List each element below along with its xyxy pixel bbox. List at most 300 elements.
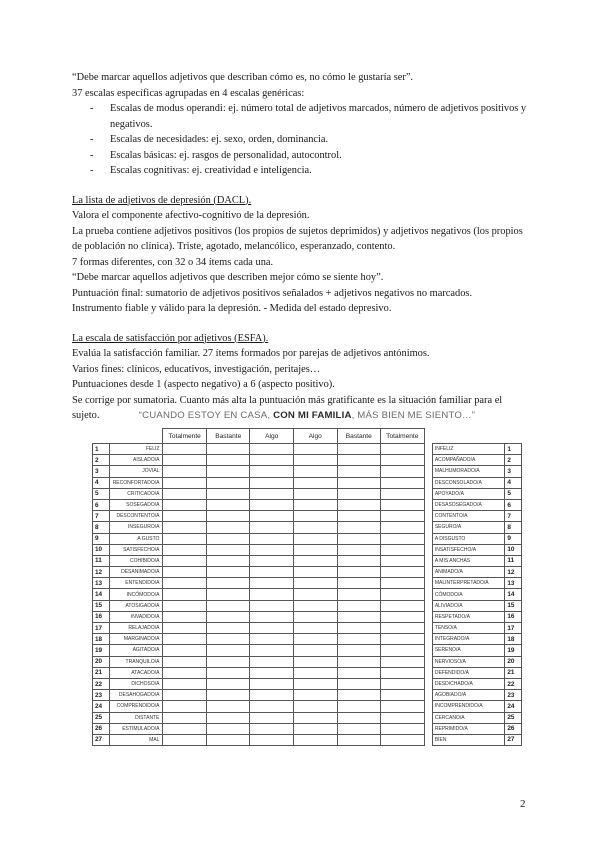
left-adjective: SOSEGADO/A bbox=[109, 499, 163, 510]
rating-cell[interactable] bbox=[337, 567, 381, 578]
rating-cell[interactable] bbox=[163, 678, 207, 689]
rating-cell[interactable] bbox=[250, 555, 294, 566]
table-row bbox=[93, 589, 522, 600]
right-adjective: INTEGRADO/A bbox=[432, 634, 505, 645]
rating-cell[interactable] bbox=[294, 466, 338, 477]
rating-cell[interactable] bbox=[206, 611, 250, 622]
left-adjective: INSEGURO/A bbox=[109, 522, 163, 533]
rating-cell[interactable] bbox=[163, 567, 207, 578]
table-row bbox=[93, 701, 522, 712]
table-row bbox=[93, 555, 522, 566]
rating-cell[interactable] bbox=[337, 488, 381, 499]
item-number: 16 bbox=[505, 611, 522, 622]
rating-cell[interactable] bbox=[250, 522, 294, 533]
rating-cell[interactable] bbox=[206, 555, 250, 566]
right-adjective: SEGURO/A bbox=[432, 522, 505, 533]
right-adjective: DESDICHADO/A bbox=[432, 678, 505, 689]
right-adjective: DESASOSEGADO/A bbox=[432, 499, 505, 510]
rating-cell[interactable] bbox=[206, 734, 250, 745]
right-adjective: DEFENDIDO/A bbox=[432, 667, 505, 678]
item-number: 23 bbox=[93, 690, 110, 701]
right-adjective: CERCANO/A bbox=[432, 712, 505, 723]
esfa-figure bbox=[92, 408, 522, 746]
rating-cell[interactable] bbox=[294, 555, 338, 566]
rating-cell[interactable] bbox=[250, 645, 294, 656]
rating-cell[interactable] bbox=[294, 444, 338, 455]
column-header: Algo bbox=[250, 429, 294, 444]
dacl-line: “Debe marcar aquellos adjetivos que describen mejor cómo se siente hoy”. bbox=[72, 272, 384, 283]
rating-cell[interactable] bbox=[337, 511, 381, 522]
right-adjective: ALIVIADO/A bbox=[432, 600, 505, 611]
rating-cell[interactable] bbox=[163, 511, 207, 522]
table-row bbox=[93, 477, 522, 488]
item-number: 3 bbox=[93, 466, 110, 477]
right-adjective: TENSO/A bbox=[432, 623, 505, 634]
rating-cell[interactable] bbox=[381, 444, 425, 455]
table-row bbox=[93, 511, 522, 522]
rating-cell[interactable] bbox=[250, 690, 294, 701]
right-adjective: RESPETADO/A bbox=[432, 611, 505, 622]
table-row bbox=[93, 455, 522, 466]
rating-cell[interactable] bbox=[294, 634, 338, 645]
rating-cell[interactable] bbox=[206, 477, 250, 488]
rating-cell[interactable] bbox=[381, 567, 425, 578]
rating-cell[interactable] bbox=[337, 533, 381, 544]
scale-item: - Escalas básicas: ej. rasgos de personalidad, autocontrol. bbox=[72, 148, 532, 164]
item-number: 14 bbox=[505, 589, 522, 600]
rating-cell[interactable] bbox=[337, 734, 381, 745]
right-adjective: MALHUMORADO/A bbox=[432, 466, 505, 477]
rating-cell[interactable] bbox=[206, 466, 250, 477]
rating-cell[interactable] bbox=[381, 611, 425, 622]
table-row bbox=[93, 567, 522, 578]
rating-cell[interactable] bbox=[250, 578, 294, 589]
rating-cell[interactable] bbox=[381, 455, 425, 466]
rating-cell[interactable] bbox=[381, 533, 425, 544]
page-number: 2 bbox=[520, 798, 526, 810]
left-adjective: INVADIDO/A bbox=[109, 611, 163, 622]
rating-cell[interactable] bbox=[294, 645, 338, 656]
item-number: 1 bbox=[93, 444, 110, 455]
rating-cell[interactable] bbox=[294, 567, 338, 578]
right-adjective: ANIMADO/A bbox=[432, 567, 505, 578]
scale-item: - Escalas de necesidades: ej. sexo, orden, dominancia. bbox=[72, 132, 532, 148]
item-number: 5 bbox=[93, 488, 110, 499]
item-number: 2 bbox=[93, 455, 110, 466]
rating-cell[interactable] bbox=[381, 712, 425, 723]
rating-cell[interactable] bbox=[294, 611, 338, 622]
item-number: 27 bbox=[505, 734, 522, 745]
item-number: 4 bbox=[505, 477, 522, 488]
rating-cell[interactable] bbox=[250, 444, 294, 455]
rating-cell[interactable] bbox=[206, 667, 250, 678]
rating-cell[interactable] bbox=[206, 444, 250, 455]
rating-cell[interactable] bbox=[163, 645, 207, 656]
table-row bbox=[93, 623, 522, 634]
rating-cell[interactable] bbox=[250, 734, 294, 745]
rating-cell[interactable] bbox=[250, 544, 294, 555]
rating-cell[interactable] bbox=[337, 667, 381, 678]
table-row bbox=[93, 544, 522, 555]
rating-cell[interactable] bbox=[163, 690, 207, 701]
item-number: 22 bbox=[505, 678, 522, 689]
rating-cell[interactable] bbox=[381, 623, 425, 634]
rating-cell[interactable] bbox=[206, 600, 250, 611]
rating-cell[interactable] bbox=[381, 701, 425, 712]
rating-cell[interactable] bbox=[250, 477, 294, 488]
rating-cell[interactable] bbox=[250, 600, 294, 611]
rating-cell[interactable] bbox=[163, 466, 207, 477]
rating-cell[interactable] bbox=[381, 667, 425, 678]
item-number: 5 bbox=[505, 488, 522, 499]
rating-cell[interactable] bbox=[206, 678, 250, 689]
scale-item: - Escalas de modus operandi: ej. número total de adjetivos marcados, número de adjetivos positivos y negativos. bbox=[72, 101, 532, 132]
rating-cell[interactable] bbox=[381, 466, 425, 477]
rating-cell[interactable] bbox=[294, 455, 338, 466]
left-adjective: DESANIMADO/A bbox=[109, 567, 163, 578]
rating-cell[interactable] bbox=[337, 678, 381, 689]
rating-cell[interactable] bbox=[163, 611, 207, 622]
right-adjective: MALINTERPRETADO/A bbox=[432, 578, 505, 589]
dacl-line: Puntuación final: sumatorio de adjetivos positivos señalados + adjetivos negativos no marcados. bbox=[72, 287, 473, 299]
rating-cell[interactable] bbox=[294, 690, 338, 701]
right-adjective: A MIS ANCHAS bbox=[432, 555, 505, 566]
rating-cell[interactable] bbox=[206, 589, 250, 600]
rating-cell[interactable] bbox=[250, 712, 294, 723]
rating-cell[interactable] bbox=[381, 555, 425, 566]
rating-cell[interactable] bbox=[381, 645, 425, 656]
rating-cell[interactable] bbox=[337, 623, 381, 634]
rating-cell[interactable] bbox=[206, 578, 250, 589]
right-adjective: DESCONSOLADO/A bbox=[432, 477, 505, 488]
item-number: 16 bbox=[93, 611, 110, 622]
rating-cell[interactable] bbox=[294, 734, 338, 745]
rating-cell[interactable] bbox=[294, 678, 338, 689]
rating-cell[interactable] bbox=[163, 701, 207, 712]
item-number: 3 bbox=[505, 466, 522, 477]
esfa-line: Se corrige por sumatoria. Cuanto más alta la puntuación más gratificante es la situación familiar para el sujeto. bbox=[72, 394, 503, 421]
item-number: 15 bbox=[505, 600, 522, 611]
right-adjective: NERVIOSO/A bbox=[432, 656, 505, 667]
item-number: 21 bbox=[505, 667, 522, 678]
rating-cell[interactable] bbox=[294, 712, 338, 723]
rating-cell[interactable] bbox=[250, 589, 294, 600]
rating-cell[interactable] bbox=[163, 634, 207, 645]
rating-cell[interactable] bbox=[206, 723, 250, 734]
rating-cell[interactable] bbox=[337, 611, 381, 622]
esfa-line: Evalúa la satisfacción familiar. 27 ítems formados por parejas de adjetivos antónimos. bbox=[72, 348, 430, 359]
rating-cell[interactable] bbox=[163, 723, 207, 734]
rating-cell[interactable] bbox=[250, 623, 294, 634]
table-row bbox=[93, 522, 522, 533]
item-number: 10 bbox=[505, 544, 522, 555]
rating-cell[interactable] bbox=[337, 555, 381, 566]
left-adjective: SATISFECHO/A bbox=[109, 544, 163, 555]
rating-cell[interactable] bbox=[250, 533, 294, 544]
rating-cell[interactable] bbox=[381, 477, 425, 488]
rating-cell[interactable] bbox=[337, 701, 381, 712]
rating-cell[interactable] bbox=[163, 477, 207, 488]
rating-cell[interactable] bbox=[163, 734, 207, 745]
item-number: 21 bbox=[93, 667, 110, 678]
left-adjective: FELIZ bbox=[109, 444, 163, 455]
rating-cell[interactable] bbox=[381, 656, 425, 667]
dacl-line: Valora el componente afectivo-cognitivo de la depresión. bbox=[72, 210, 310, 221]
item-number: 19 bbox=[93, 645, 110, 656]
rating-cell[interactable] bbox=[381, 522, 425, 533]
right-adjective: AGOBIADO/A bbox=[432, 690, 505, 701]
left-adjective: DESAHOGADO/A bbox=[109, 690, 163, 701]
rating-cell[interactable] bbox=[206, 544, 250, 555]
rating-cell[interactable] bbox=[206, 511, 250, 522]
rating-cell[interactable] bbox=[250, 488, 294, 499]
rating-cell[interactable] bbox=[250, 723, 294, 734]
figure-title-start: “CUANDO ESTOY EN CASA, bbox=[138, 410, 274, 421]
intro-summary: 37 escalas específicas agrupadas en 4 escalas genéricas: bbox=[72, 87, 305, 99]
table-row bbox=[93, 488, 522, 499]
rating-cell[interactable] bbox=[250, 567, 294, 578]
rating-cell[interactable] bbox=[206, 645, 250, 656]
table-row bbox=[93, 723, 522, 734]
esfa-line: Varios fines: clínicos, educativos, investigación, peritajes… bbox=[72, 363, 321, 375]
rating-cell[interactable] bbox=[381, 678, 425, 689]
rating-cell[interactable] bbox=[294, 667, 338, 678]
item-number: 26 bbox=[505, 723, 522, 734]
rating-cell[interactable] bbox=[337, 455, 381, 466]
rating-cell[interactable] bbox=[337, 499, 381, 510]
rating-cell[interactable] bbox=[381, 723, 425, 734]
rating-cell[interactable] bbox=[294, 623, 338, 634]
dacl-line: Instrumento fiable y válido para la depresión. - Medida del estado depresivo. bbox=[72, 303, 392, 314]
rating-cell[interactable] bbox=[337, 645, 381, 656]
rating-cell[interactable] bbox=[163, 444, 207, 455]
esfa-line: Puntuaciones desde 1 (aspecto negativo) a 6 (aspecto positivo). bbox=[72, 379, 335, 390]
rating-cell[interactable] bbox=[337, 656, 381, 667]
item-number: 22 bbox=[93, 678, 110, 689]
right-adjective: BIEN bbox=[432, 734, 505, 745]
rating-cell[interactable] bbox=[294, 477, 338, 488]
column-header: Bastante bbox=[337, 429, 381, 444]
rating-cell[interactable] bbox=[381, 589, 425, 600]
rating-cell[interactable] bbox=[294, 533, 338, 544]
rating-cell[interactable] bbox=[294, 544, 338, 555]
item-number: 25 bbox=[93, 712, 110, 723]
table-row bbox=[93, 499, 522, 510]
scales-list bbox=[72, 101, 532, 179]
rating-cell[interactable] bbox=[337, 690, 381, 701]
left-adjective: CRITICADO/A bbox=[109, 488, 163, 499]
rating-cell[interactable] bbox=[163, 712, 207, 723]
left-adjective: AISLADO/A bbox=[109, 455, 163, 466]
rating-cell[interactable] bbox=[206, 455, 250, 466]
left-adjective: COHIBIDO/A bbox=[109, 555, 163, 566]
left-adjective: DESCONTENTO/A bbox=[109, 511, 163, 522]
rating-cell[interactable] bbox=[250, 611, 294, 622]
rating-cell[interactable] bbox=[163, 522, 207, 533]
scale-item: - Escalas cognitivas: ej. creatividad e inteligencia. bbox=[72, 163, 532, 179]
rating-cell[interactable] bbox=[381, 600, 425, 611]
left-adjective: RECONFORTADO/A bbox=[109, 477, 163, 488]
item-number: 13 bbox=[93, 578, 110, 589]
rating-cell[interactable] bbox=[337, 634, 381, 645]
item-number: 13 bbox=[505, 578, 522, 589]
rating-cell[interactable] bbox=[381, 511, 425, 522]
rating-cell[interactable] bbox=[294, 511, 338, 522]
rating-cell[interactable] bbox=[294, 701, 338, 712]
left-adjective: ENTENDIDO/A bbox=[109, 578, 163, 589]
item-number: 11 bbox=[93, 555, 110, 566]
item-number: 7 bbox=[93, 511, 110, 522]
rating-cell[interactable] bbox=[250, 656, 294, 667]
right-adjective: SERENO/A bbox=[432, 645, 505, 656]
rating-cell[interactable] bbox=[337, 522, 381, 533]
right-adjective: REPRIMIDO/A bbox=[432, 723, 505, 734]
table-header-row bbox=[93, 429, 522, 444]
left-adjective: COMPRENDIDO/A bbox=[109, 701, 163, 712]
item-number: 23 bbox=[505, 690, 522, 701]
rating-cell[interactable] bbox=[206, 488, 250, 499]
figure-title bbox=[92, 408, 522, 428]
rating-cell[interactable] bbox=[163, 555, 207, 566]
table-row bbox=[93, 600, 522, 611]
rating-cell[interactable] bbox=[294, 723, 338, 734]
left-adjective: RELAJADO/A bbox=[109, 623, 163, 634]
left-adjective: TRANQUILO/A bbox=[109, 656, 163, 667]
rating-cell[interactable] bbox=[337, 589, 381, 600]
document-body bbox=[72, 70, 532, 424]
right-adjective: INCOMPRENDIDO/A bbox=[432, 701, 505, 712]
left-adjective: A GUSTO bbox=[109, 533, 163, 544]
figure-title-end: , MÁS BIEN ME SIENTO…” bbox=[351, 410, 476, 421]
esfa-table bbox=[92, 428, 522, 746]
item-number: 8 bbox=[93, 522, 110, 533]
right-adjective: APOYADO/A bbox=[432, 488, 505, 499]
item-number: 26 bbox=[93, 723, 110, 734]
item-number: 4 bbox=[93, 477, 110, 488]
table-row bbox=[93, 578, 522, 589]
left-adjective: DICHOSO/A bbox=[109, 678, 163, 689]
table-row bbox=[93, 611, 522, 622]
table-row bbox=[93, 712, 522, 723]
rating-cell[interactable] bbox=[294, 522, 338, 533]
item-number: 8 bbox=[505, 522, 522, 533]
rating-cell[interactable] bbox=[250, 455, 294, 466]
left-adjective: INCÓMODO/A bbox=[109, 589, 163, 600]
right-adjective: ACOMPAÑADO/A bbox=[432, 455, 505, 466]
column-header: Totalmente bbox=[163, 429, 207, 444]
rating-cell[interactable] bbox=[206, 656, 250, 667]
right-adjective: INFELIZ bbox=[432, 444, 505, 455]
rating-cell[interactable] bbox=[163, 544, 207, 555]
rating-cell[interactable] bbox=[206, 712, 250, 723]
item-number: 19 bbox=[505, 645, 522, 656]
rating-cell[interactable] bbox=[250, 667, 294, 678]
rating-cell[interactable] bbox=[163, 589, 207, 600]
rating-cell[interactable] bbox=[163, 667, 207, 678]
rating-cell[interactable] bbox=[163, 455, 207, 466]
rating-cell[interactable] bbox=[163, 488, 207, 499]
item-number: 24 bbox=[93, 701, 110, 712]
rating-cell[interactable] bbox=[206, 623, 250, 634]
table-row bbox=[93, 678, 522, 689]
left-adjective: ATOSIGADO/A bbox=[109, 600, 163, 611]
rating-cell[interactable] bbox=[206, 690, 250, 701]
rating-cell[interactable] bbox=[337, 723, 381, 734]
table-row bbox=[93, 734, 522, 745]
item-number: 7 bbox=[505, 511, 522, 522]
rating-cell[interactable] bbox=[337, 444, 381, 455]
rating-cell[interactable] bbox=[163, 499, 207, 510]
item-number: 20 bbox=[93, 656, 110, 667]
rating-cell[interactable] bbox=[337, 578, 381, 589]
rating-cell[interactable] bbox=[294, 600, 338, 611]
rating-cell[interactable] bbox=[250, 511, 294, 522]
rating-cell[interactable] bbox=[250, 678, 294, 689]
rating-cell[interactable] bbox=[381, 578, 425, 589]
rating-cell[interactable] bbox=[250, 701, 294, 712]
rating-cell[interactable] bbox=[163, 600, 207, 611]
item-number: 15 bbox=[93, 600, 110, 611]
rating-cell[interactable] bbox=[206, 567, 250, 578]
rating-cell[interactable] bbox=[337, 477, 381, 488]
right-adjective: A DISGUSTO bbox=[432, 533, 505, 544]
rating-cell[interactable] bbox=[337, 712, 381, 723]
rating-cell[interactable] bbox=[294, 578, 338, 589]
item-number: 11 bbox=[505, 555, 522, 566]
rating-cell[interactable] bbox=[381, 690, 425, 701]
rating-cell[interactable] bbox=[381, 499, 425, 510]
rating-cell[interactable] bbox=[206, 634, 250, 645]
rating-cell[interactable] bbox=[294, 499, 338, 510]
rating-cell[interactable] bbox=[206, 522, 250, 533]
rating-cell[interactable] bbox=[206, 499, 250, 510]
right-adjective: CÓMODO/A bbox=[432, 589, 505, 600]
rating-cell[interactable] bbox=[381, 488, 425, 499]
rating-cell[interactable] bbox=[337, 544, 381, 555]
rating-cell[interactable] bbox=[163, 533, 207, 544]
rating-cell[interactable] bbox=[294, 589, 338, 600]
column-header: Algo bbox=[294, 429, 338, 444]
item-number: 6 bbox=[505, 499, 522, 510]
rating-cell[interactable] bbox=[250, 634, 294, 645]
intro-quote: “Debe marcar aquellos adjetivos que describan cómo es, no cómo le gustaría ser”. bbox=[72, 72, 414, 83]
rating-cell[interactable] bbox=[163, 578, 207, 589]
rating-cell[interactable] bbox=[294, 488, 338, 499]
rating-cell[interactable] bbox=[250, 499, 294, 510]
rating-cell[interactable] bbox=[381, 734, 425, 745]
item-number: 12 bbox=[93, 567, 110, 578]
rating-cell[interactable] bbox=[294, 656, 338, 667]
rating-cell[interactable] bbox=[381, 634, 425, 645]
item-number: 17 bbox=[93, 623, 110, 634]
rating-cell[interactable] bbox=[337, 600, 381, 611]
item-number: 9 bbox=[93, 533, 110, 544]
table-row bbox=[93, 656, 522, 667]
table-row bbox=[93, 645, 522, 656]
rating-cell[interactable] bbox=[163, 623, 207, 634]
rating-cell[interactable] bbox=[206, 701, 250, 712]
right-adjective: INSATISFECHO/A bbox=[432, 544, 505, 555]
rating-cell[interactable] bbox=[250, 466, 294, 477]
item-number: 10 bbox=[93, 544, 110, 555]
right-adjective: CONTENTO/A bbox=[432, 511, 505, 522]
dacl-line: 7 formas diferentes, con 32 o 34 ítems cada una. bbox=[72, 256, 274, 268]
rating-cell[interactable] bbox=[163, 656, 207, 667]
item-number: 1 bbox=[505, 444, 522, 455]
rating-cell[interactable] bbox=[381, 544, 425, 555]
rating-cell[interactable] bbox=[206, 533, 250, 544]
rating-cell[interactable] bbox=[337, 466, 381, 477]
